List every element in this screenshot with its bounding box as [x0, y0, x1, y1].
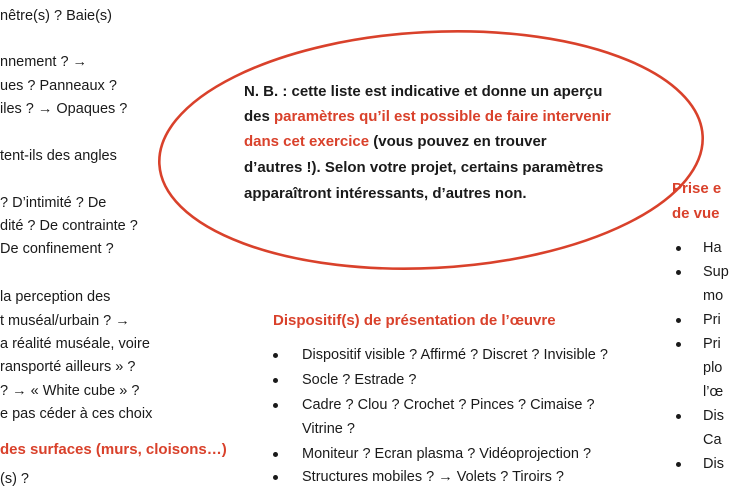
- left-line: dité ? De contrainte ?: [0, 218, 138, 234]
- left-line: ? D’intimité ? De: [0, 195, 107, 211]
- list-item: Socle ? Estrade ?: [302, 372, 417, 388]
- list-item: Pri: [703, 336, 721, 352]
- left-line: e pas céder à ces choix: [0, 406, 153, 422]
- bullet-dot: [676, 270, 681, 275]
- bullet-dot: [273, 452, 278, 457]
- bullet-dot: [273, 353, 278, 358]
- bullet-dot: [676, 246, 681, 251]
- bullet-dot: [676, 414, 681, 419]
- list-item: Dispositif visible ? Affirmé ? Discret ? Invisible ?: [302, 347, 608, 363]
- left-line: nêtre(s) ? Baie(s): [0, 8, 113, 24]
- bullet-dot: [676, 318, 681, 323]
- bullet-dot: [273, 403, 278, 408]
- right-section-heading: de vue: [672, 205, 720, 222]
- center-section-heading: Dispositif(s) de présentation de l’œuvre: [273, 312, 556, 329]
- bullet-dot: [273, 378, 278, 383]
- right-section-heading: Prise e: [672, 180, 722, 197]
- bullet-dot: [676, 462, 681, 467]
- left-line: nnement ? →: [0, 54, 88, 70]
- list-item-continuation: Ca: [703, 432, 722, 448]
- left-line: (s) ?: [0, 471, 29, 487]
- nb-line: des paramètres qu’il est possible de faire intervenir: [244, 108, 611, 125]
- left-line: tent-ils des angles: [0, 148, 117, 164]
- bullet-dot: [273, 475, 278, 480]
- left-section-heading: des surfaces (murs, cloisons…): [0, 441, 227, 458]
- list-item-continuation: mo: [703, 288, 724, 304]
- list-item: Structures mobiles ? → Volets ? Tiroirs ?: [302, 469, 564, 485]
- bullet-dot: [676, 342, 681, 347]
- left-line: iles ? → Opaques ?: [0, 101, 128, 117]
- left-line: De confinement ?: [0, 241, 114, 257]
- list-item: Ha: [703, 240, 722, 256]
- left-line: ransporté ailleurs » ?: [0, 359, 136, 375]
- list-item: Sup: [703, 264, 729, 280]
- list-item-continuation: l’œ: [703, 384, 724, 400]
- nb-line: N. B. : cette liste est indicative et donne un aperçu: [244, 83, 603, 100]
- list-item: Dis: [703, 408, 724, 424]
- nb-line: apparaîtront intéressants, d’autres non.: [244, 185, 527, 202]
- list-item: Pri: [703, 312, 721, 328]
- left-line: ues ? Panneaux ?: [0, 78, 117, 94]
- left-line: ? → « White cube » ?: [0, 383, 140, 399]
- list-item: Dis: [703, 456, 724, 472]
- list-item-continuation: Vitrine ?: [302, 421, 355, 437]
- left-line: a réalité muséale, voire: [0, 336, 150, 352]
- left-line: la perception des: [0, 289, 111, 305]
- list-item-continuation: plo: [703, 360, 723, 376]
- nb-line: dans cet exercice (vous pouvez en trouver: [244, 133, 547, 150]
- nb-line: d’autres !). Selon votre projet, certains paramètres: [244, 159, 604, 176]
- list-item: Cadre ? Clou ? Crochet ? Pinces ? Cimaise ?: [302, 397, 595, 413]
- left-line: t muséal/urbain ? →: [0, 313, 130, 329]
- list-item: Moniteur ? Ecran plasma ? Vidéoprojection ?: [302, 446, 592, 462]
